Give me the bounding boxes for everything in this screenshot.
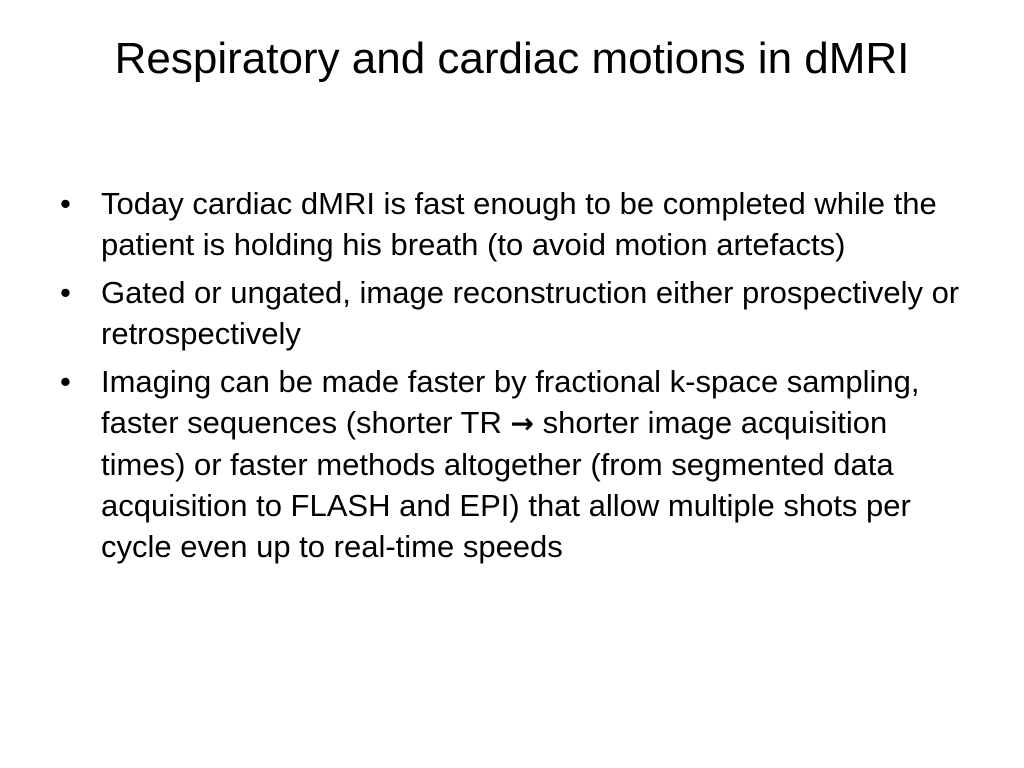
- bullet-text: Today cardiac dMRI is fast enough to be completed while the patient is holding his breath (to avoid motion artefacts): [101, 186, 937, 262]
- right-arrow-icon: →: [510, 407, 534, 440]
- bullet-item-2: [60, 272, 970, 354]
- bullet-list: [60, 183, 970, 574]
- bullet-text-after-arrow: shorter image acquisition times) or faster methods altogether (from segmented data acquisition to FLASH and EPI) that allow multiple shots per cycle even up to real-time speeds: [101, 405, 911, 564]
- bullet-text: Gated or ungated, image reconstruction either prospectively or retrospectively: [101, 275, 960, 351]
- slide-title: Respiratory and cardiac motions in dMRI: [114, 34, 910, 83]
- bullet-icon: •: [60, 275, 71, 310]
- bullet-text-before-arrow: Imaging can be made faster by fractional k-space sampling, faster sequences (shorter TR: [101, 364, 920, 440]
- bullet-item-1: [60, 183, 970, 265]
- bullet-item-3: [60, 361, 970, 567]
- bullet-icon: •: [60, 364, 71, 399]
- bullet-icon: •: [60, 186, 71, 221]
